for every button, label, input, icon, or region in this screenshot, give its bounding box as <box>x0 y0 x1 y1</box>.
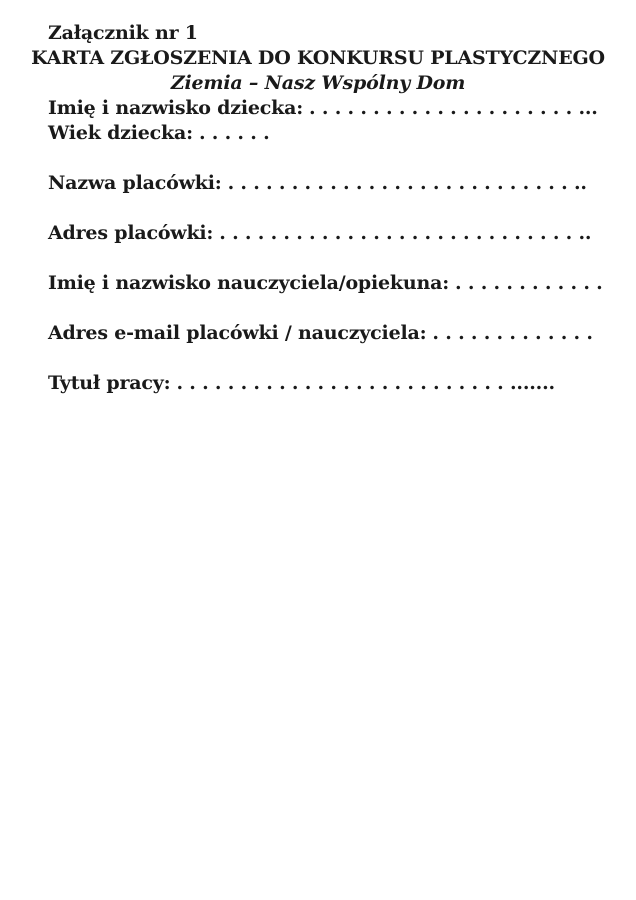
field-email-label: Adres e-mail placówki / nauczyciela: <box>48 322 427 344</box>
field-email <box>0 321 636 346</box>
field-artwork-title <box>0 371 636 396</box>
dotted-fill-line: . . . . . . . . . . . . . . . . . . . . . . . . . . ....... <box>176 372 555 394</box>
competition-title: KARTA ZGŁOSZENIA DO KONKURSU PLASTYCZNEGO <box>31 47 605 69</box>
attachment-label: Załącznik nr 1 <box>48 22 198 44</box>
dotted-fill-line: . . . . . . . . . . . . . . . . . . . . . ... <box>309 97 598 119</box>
field-child-name <box>0 96 636 121</box>
field-child-name-label: Imię i nazwisko dziecka: <box>48 97 304 119</box>
field-institution-address <box>0 221 636 246</box>
dotted-fill-line: . . . . . . . . . . . . . <box>432 322 593 344</box>
dotted-fill-line: . . . . . . . . . . . . <box>455 272 603 294</box>
field-child-age-label: Wiek dziecka: <box>48 122 193 144</box>
dotted-fill-line: . . . . . . . . . . . . . . . . . . . . . . . . . . . . .. <box>219 222 592 244</box>
dotted-fill-line: . . . . . . <box>198 122 270 144</box>
field-institution-name <box>0 171 636 196</box>
field-institution-name-label: Nazwa placówki: <box>48 172 222 194</box>
field-teacher-name-label: Imię i nazwisko nauczyciela/opiekuna: <box>48 272 450 294</box>
field-teacher-name <box>0 271 636 296</box>
field-artwork-title-label: Tytuł pracy: <box>48 372 171 394</box>
dotted-fill-line: . . . . . . . . . . . . . . . . . . . . . . . . . . . .. <box>227 172 587 194</box>
field-institution-address-label: Adres placówki: <box>48 222 214 244</box>
competition-subtitle: Ziemia – Nasz Wspólny Dom <box>170 72 466 94</box>
field-child-age <box>0 121 636 146</box>
